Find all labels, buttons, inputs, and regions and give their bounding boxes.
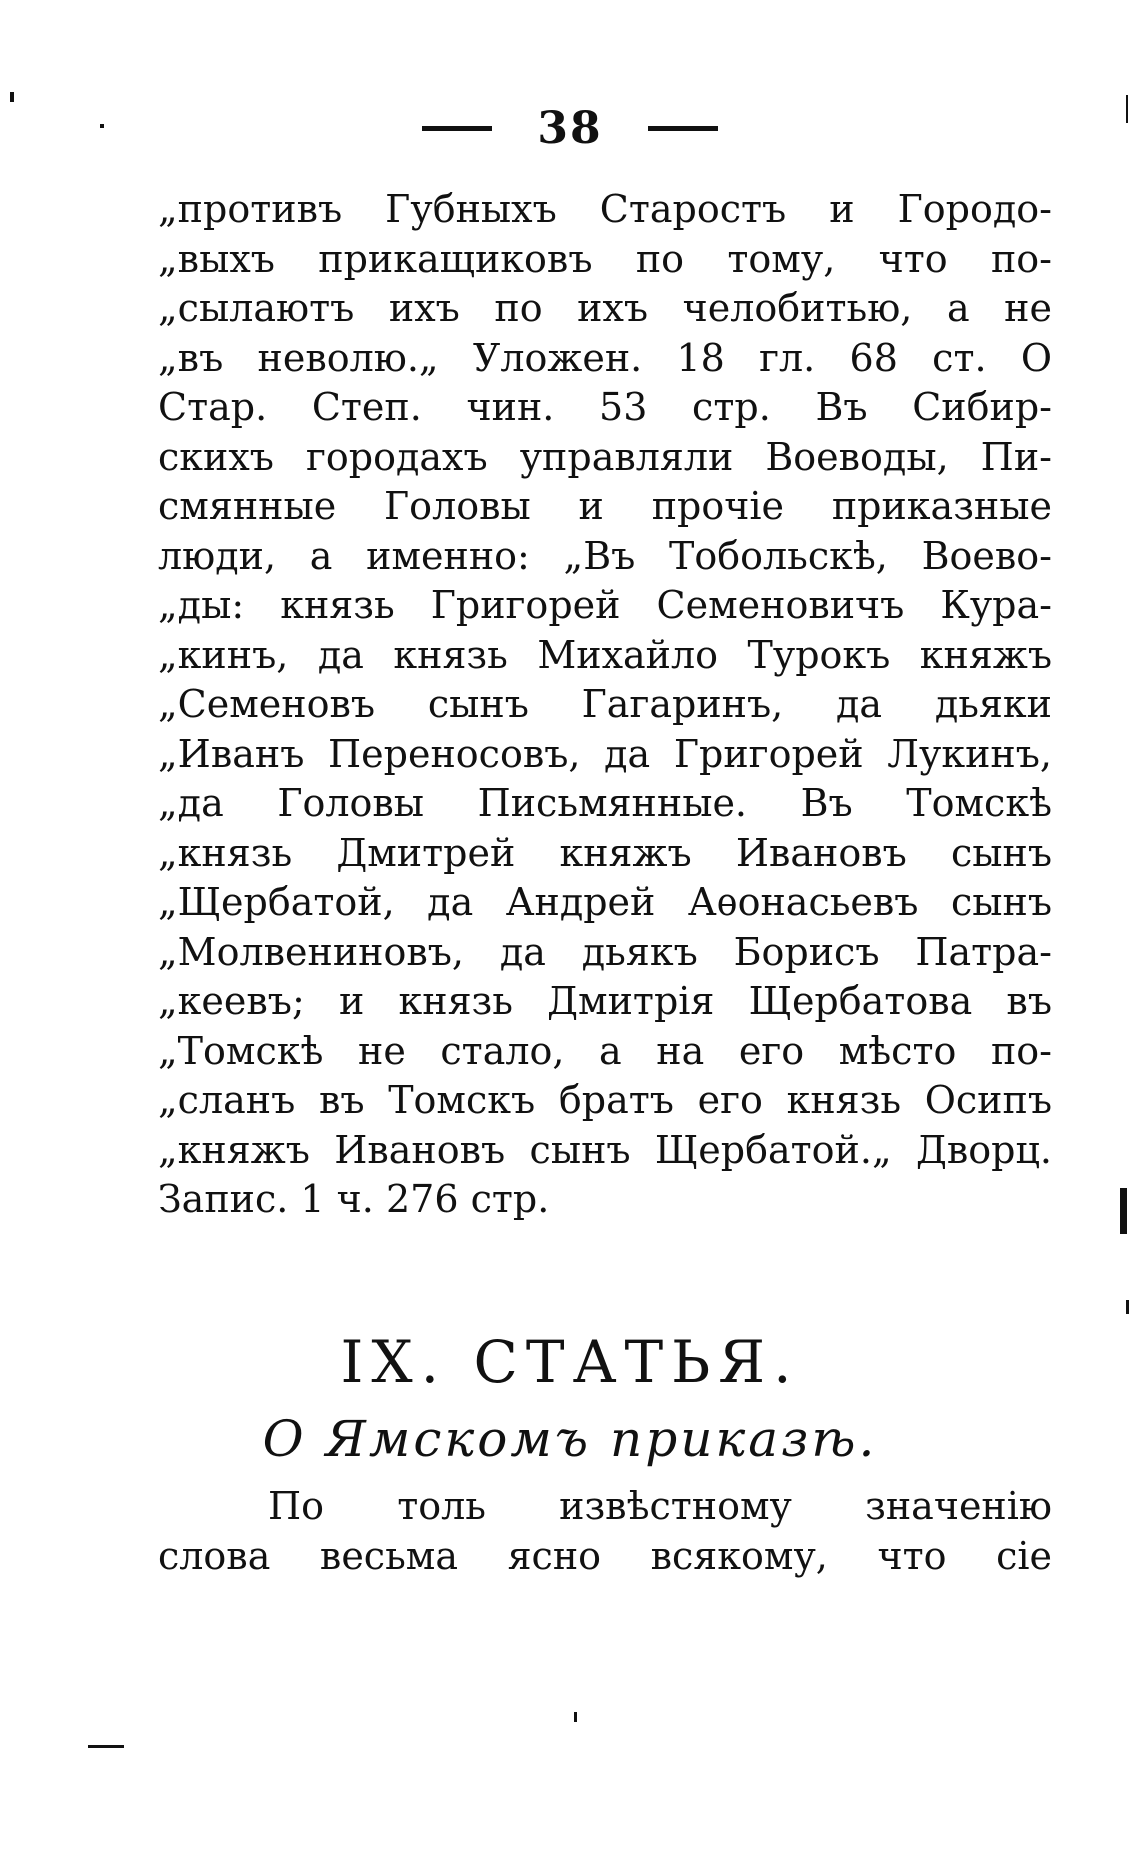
- text-line: „кеевъ; и князь Дмитрія Щербатова въ: [158, 979, 1052, 1023]
- text-line: „противъ Губныхъ Старостъ и Городо-: [158, 187, 1052, 231]
- page-header: [0, 100, 1140, 154]
- text-line: „княжъ Ивановъ сынъ Щербатой.„ Дворц.: [158, 1127, 1052, 1172]
- text-line: слова весьма ясно всякому, что сіе: [158, 1533, 1052, 1578]
- scan-speck: [1126, 95, 1128, 123]
- text-line: „Щербатой, да Андрей Аѳонасьевъ сынъ: [158, 880, 1052, 924]
- text-line: „Семеновъ сынъ Гагаринъ, да дьяки: [158, 682, 1052, 726]
- text-line: скихъ городахъ управляли Воеводы, Пи-: [158, 434, 1052, 479]
- text-line: „выхъ прикащиковъ по тому, что по-: [158, 236, 1052, 281]
- header-dash-left: [422, 126, 492, 131]
- scan-speck: [100, 124, 104, 128]
- section-text-block: [158, 1482, 1052, 1581]
- text-line: „Молвениновъ, да дьякъ Борисъ Патра-: [158, 929, 1052, 974]
- page-number: 38: [537, 103, 603, 154]
- text-line: люди, а именно: „Въ Тобольскѣ, Воево-: [158, 533, 1052, 578]
- text-line: Стар. Степ. чин. 53 стр. Въ Сибир-: [158, 385, 1052, 429]
- text-line: „въ неволю.„ Уложен. 18 гл. 68 ст. О: [158, 335, 1052, 380]
- scan-speck: [1120, 1188, 1127, 1234]
- text-line: По толь извѣстному значенію: [268, 1484, 1052, 1528]
- section-subheading: О Ямскомъ приказѣ.: [262, 1410, 878, 1468]
- scan-speck: [1126, 1300, 1129, 1314]
- scan-speck: [574, 1712, 577, 1722]
- scan-rule: [88, 1745, 124, 1748]
- text-line: Запис. 1 ч. 276 стр.: [158, 1177, 550, 1221]
- text-line: „сланъ въ Томскъ братъ его князь Осипъ: [158, 1078, 1052, 1122]
- text-line: „да Головы Письмянные. Въ Томскѣ: [158, 781, 1052, 825]
- text-line: „ды: князь Григорей Семеновичъ Кура-: [158, 583, 1052, 627]
- text-line: смянные Головы и прочіе приказные: [158, 484, 1052, 528]
- text-line: „князь Дмитрей княжъ Ивановъ сынъ: [158, 830, 1052, 875]
- text-line: „Иванъ Переносовъ, да Григорей Лукинъ,: [158, 731, 1052, 776]
- section-heading: IX. СТАТЬЯ.: [340, 1328, 800, 1396]
- main-text-block: [158, 185, 1052, 1225]
- text-line: „сылаютъ ихъ по ихъ челобитью, а не: [158, 286, 1052, 330]
- text-line: „кинъ, да князь Михайло Турокъ княжъ: [158, 632, 1052, 677]
- text-line: „Томскѣ не стало, а на его мѣсто по-: [158, 1028, 1052, 1073]
- header-dash-right: [648, 126, 718, 131]
- scan-speck: [10, 92, 14, 102]
